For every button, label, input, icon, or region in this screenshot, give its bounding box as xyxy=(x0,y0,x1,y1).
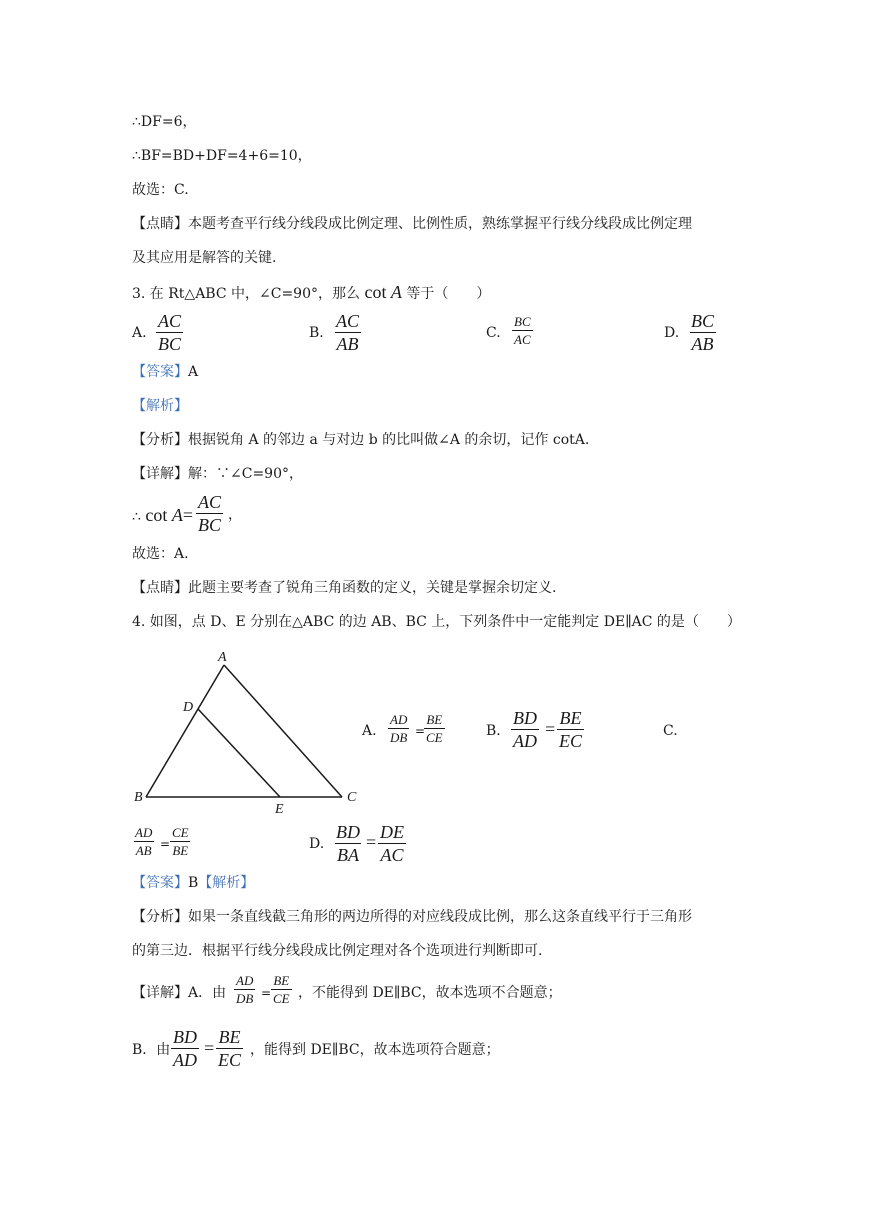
q4-option-c-left-fraction: $\frac{AD}{AB}$ xyxy=(135,825,153,858)
question-4-stem: 4. 如图，点 D、E 分别在△ABC 的边 AB、BC 上，下列条件中一定能判定 DE∥AC 的是（ ） xyxy=(132,614,741,630)
q3-option-label: C. xyxy=(486,325,501,341)
text-line: 【点睛】本题考查平行线分线段成比例定理、比例性质，熟练掌握平行线分线段成比例定理 xyxy=(132,216,692,232)
text-line: ∴BF=BD+DF=4+6=10， xyxy=(132,148,312,164)
vertex-c-label: C xyxy=(347,790,357,805)
q4-xiangjie-b-prefix: B．由 xyxy=(132,1042,171,1058)
q4-option-label: A. xyxy=(362,723,377,739)
q4-option-d-equals: = xyxy=(366,832,377,852)
q4-option-c-right-fraction: $\frac{CE}{BE}$ xyxy=(172,825,189,858)
q4-option-d-left-fraction: $\frac{BD}{BA}$ xyxy=(336,822,360,865)
triangle-figure xyxy=(128,645,368,815)
q3-option-a-fraction: $\frac{AC}{BC}$ xyxy=(158,311,182,354)
q4-fenxi-1: 【分析】如果一条直线截三角形的两边所得的对应线段成比例，那么这条直线平行于三角形 xyxy=(132,909,692,925)
q4-option-b-left-fraction: $\frac{BD}{AD}$ xyxy=(513,708,537,751)
q4-xiangjie-a-left-fraction: $\frac{AD}{DB}$ xyxy=(236,973,254,1006)
q4-xiangjie-a-suffix: ，不能得到 DE∥BC，故本选项不合题意； xyxy=(298,985,562,1001)
side-ac xyxy=(224,665,342,797)
point-e-label: E xyxy=(275,802,284,815)
q4-fenxi-2: 的第三边．根据平行线分线段成比例定理对各个选项进行判断即可. xyxy=(132,943,543,959)
q4-xiangjie-a-equals: = xyxy=(261,986,272,1000)
q4-option-a-right-fraction: $\frac{BE}{CE}$ xyxy=(426,712,443,745)
q3-option-label: A. xyxy=(132,325,147,341)
q4-option-c-equals: = xyxy=(160,837,171,851)
vertex-b-label: B xyxy=(134,790,143,805)
q3-fenxi: 【分析】根据锐角 A 的邻边 a 与对边 b 的比叫做∠A 的余切，记作 cotA. xyxy=(132,432,590,448)
q3-option-b-fraction: $\frac{AC}{AB}$ xyxy=(336,311,360,354)
point-d-label: D xyxy=(183,700,194,715)
q3-result-fraction: $\frac{AC}{BC}$ xyxy=(198,492,222,535)
q4-xiangjie-b-equals: = xyxy=(204,1038,215,1058)
q4-option-b-right-fraction: $\frac{BE}{EC}$ xyxy=(559,708,583,751)
q3-answer: 【答案】A xyxy=(132,364,199,380)
q4-option-label: C. xyxy=(663,723,678,739)
q3-xuan: 故选：A. xyxy=(132,546,189,562)
q3-option-c-fraction: $\frac{BC}{AC}$ xyxy=(514,314,531,347)
segment-de xyxy=(198,709,280,797)
q3-result-comma: ， xyxy=(228,507,242,523)
q3-option-d-fraction: $\frac{BC}{AB}$ xyxy=(691,311,715,354)
text-line: ∴DF=6， xyxy=(132,114,197,130)
q4-xiangjie-a-right-fraction: $\frac{BE}{CE}$ xyxy=(273,973,290,1006)
q4-xiangjie-b-suffix: ，能得到 DE∥BC，故本选项符合题意； xyxy=(250,1042,500,1058)
q4-option-label: D. xyxy=(309,836,325,852)
q4-option-label: B. xyxy=(486,723,501,739)
q4-option-a-left-fraction: $\frac{AD}{DB}$ xyxy=(390,712,408,745)
q4-option-b-equals: = xyxy=(545,719,556,739)
q3-dianjing: 【点睛】此题主要考查了锐角三角函数的定义，关键是掌握余切定义. xyxy=(132,580,557,596)
q3-option-label: D. xyxy=(664,325,680,341)
q4-xiangjie-b-left-fraction: $\frac{BD}{AD}$ xyxy=(173,1027,197,1070)
q3-xiangjie: 【详解】解：∵∠C=90°， xyxy=(132,466,303,482)
text-line: 故选：C. xyxy=(132,182,189,198)
side-ab xyxy=(146,665,224,797)
q3-analysis-tag: 【解析】 xyxy=(132,398,188,414)
q4-option-d-right-fraction: $\frac{DE}{AC}$ xyxy=(380,822,404,865)
q3-option-label: B. xyxy=(309,325,324,341)
q4-answer: 【答案】B【解析】 xyxy=(132,875,255,891)
q3-result-line: ∴ cot A= xyxy=(132,505,193,525)
q4-xiangjie-a-prefix: 【详解】A．由 xyxy=(132,985,227,1001)
vertex-a-label: A xyxy=(218,650,227,665)
question-3-stem: 3. 在 Rt△ABC 中，∠C=90°，那么 cot A 等于（ ） xyxy=(132,282,491,302)
text-line: 及其应用是解答的关键. xyxy=(132,250,277,266)
q4-option-a-equals: = xyxy=(415,724,426,738)
q4-xiangjie-b-right-fraction: $\frac{BE}{EC}$ xyxy=(218,1027,242,1070)
